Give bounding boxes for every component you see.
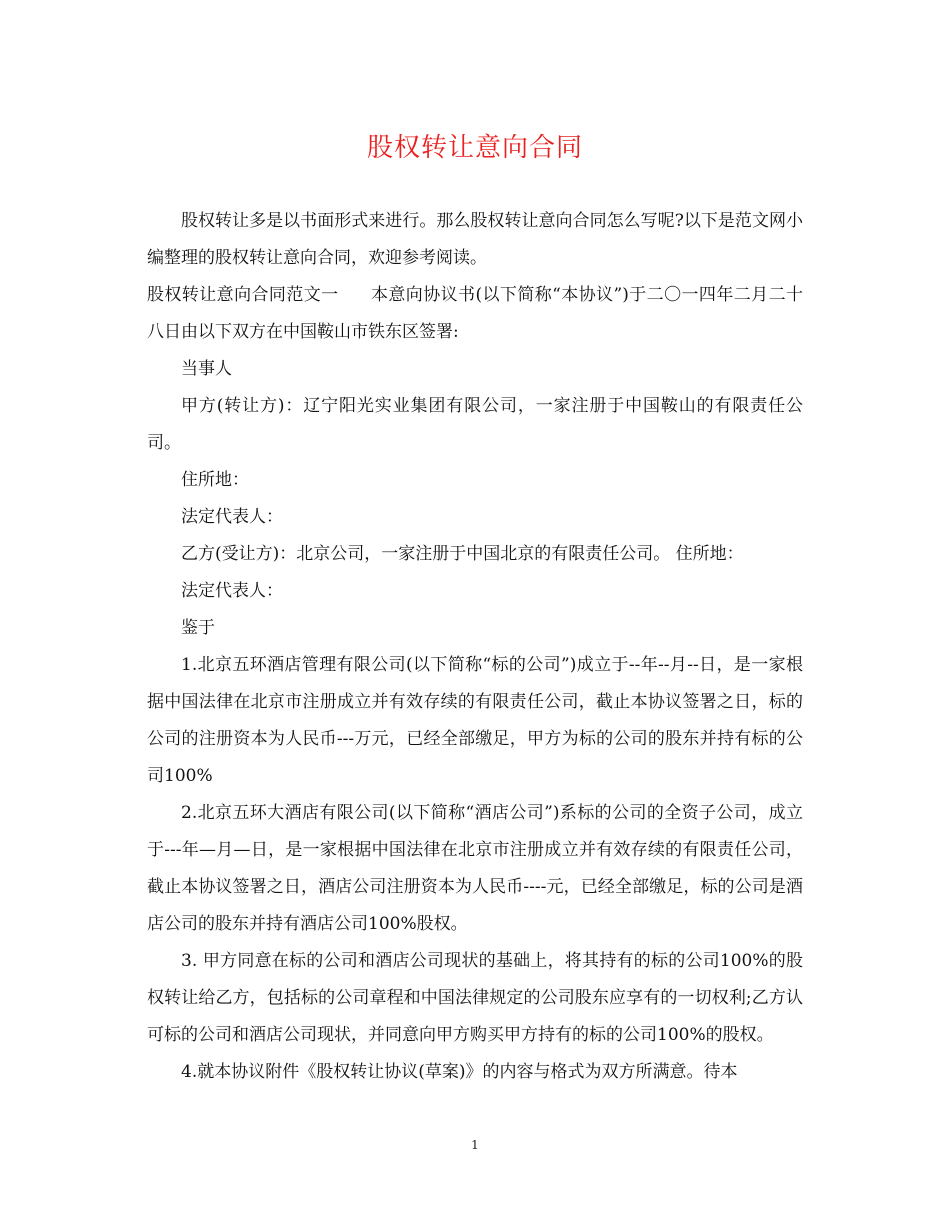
recital-3: 3. 甲方同意在标的公司和酒店公司现状的基础上，将其持有的标的公司100%的股权转让给乙方，包括标的公司章程和中国法律规定的公司股东应享有的一切权利;乙方认可标的公司和酒店公司现状，并同意向甲方购买甲方持有的标的公司100%的股权。 (147, 951, 803, 1045)
party-a-representative: 法定代表人： (181, 507, 283, 527)
party-b-paragraph: 乙方(受让方)：北京公司，一家注册于中国北京的有限责任公司。 住所地： (181, 544, 744, 564)
parties-heading: 当事人 (181, 359, 232, 379)
recital-1: 1.北京五环酒店管理有限公司(以下简称“标的公司”)成立于--年--月--日，是一家根据中国法律在北京市注册成立并有效存续的有限责任公司，截止本协议签署之日，标的公司的注册资本为人民币---万元，已经全部缴足，甲方为标的公司的股东并持有标的公司100% (147, 655, 803, 786)
document-body (147, 203, 803, 1091)
party-a-address: 住所地： (181, 470, 249, 490)
recitals-heading: 鉴于 (181, 618, 215, 638)
page-number: 1 (471, 1138, 479, 1152)
intro-paragraph: 股权转让多是以书面形式来进行。那么股权转让意向合同怎么写呢?以下是范文网小编整理的股权转让意向合同，欢迎参考阅读。 (147, 211, 803, 268)
recital-2: 2.北京五环大酒店有限公司(以下简称“酒店公司”)系标的公司的全资子公司，成立于---年—月—日，是一家根据中国法律在北京市注册成立并有效存续的有限责任公司，截止本协议签署之日，酒店公司注册资本为人民币----元，已经全部缴足，标的公司是酒店公司的股东并持有酒店公司100%股权。 (147, 803, 803, 934)
recital-4: 4.就本协议附件《股权转让协议(草案)》的内容与格式为双方所满意。待本 (181, 1062, 738, 1082)
agreement-preamble: 本意向协议书(以下简称“本协议”)于二〇一四年二月二十八日由以下双方在中国鞍山市铁东区签署: (147, 285, 803, 342)
party-b-representative: 法定代表人： (181, 581, 283, 601)
section-heading-line (147, 277, 803, 351)
section-heading: 股权转让意向合同范文一 (147, 285, 339, 305)
document-title: 股权转让意向合同 (366, 133, 583, 163)
party-a-paragraph: 甲方(转让方)：辽宁阳光实业集团有限公司，一家注册于中国鞍山的有限责任公司。 (147, 396, 803, 453)
